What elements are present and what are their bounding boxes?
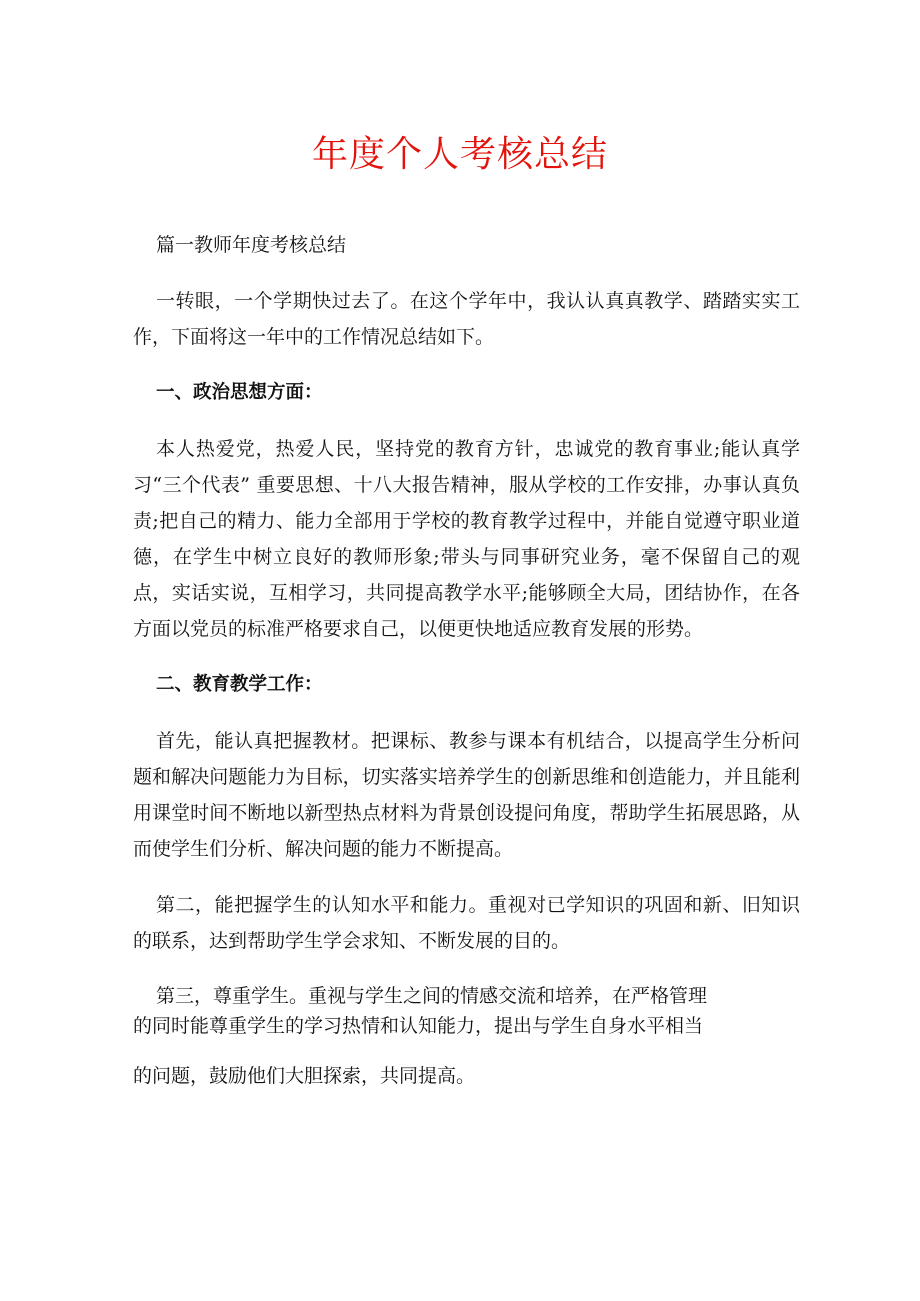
teaching-paragraph-first: 首先，能认真把握教材。把课标、教参与课本有机结合，以提高学生分析问题和解决问题能力为目标，切实落实培养学生的创新思维和创造能力，并且能利用课堂时间不断地以新型热点材料为背景创设提问角度，帮助学生拓展思路，从而使学生们分析、解决问题的能力不断提高。: [133, 730, 800, 860]
political-thought-paragraph: 本人热爱党，热爱人民，坚持党的教育方针，忠诚党的教育事业;能认真学习“三个代表” 重要思想、十八大报告精神，服从学校的工作安排，办事认真负责;把自己的精力、能力全部用于学校的教育教学过程中，并能自觉遵守职业道德，在学生中树立良好的教师形象;带头与同事研究业务，毫不保留自己的观点，实话实说，互相学习，共同提高教学水平;能够顾全大局，团结协作，在各方面以党员的标准严格要求自己，以便更快地适应教育发展的形势。: [133, 438, 800, 640]
teaching-paragraph-third-line2: 的同时能尊重学生的学习热情和认知能力，提出与学生自身水平相当: [133, 1015, 704, 1037]
teaching-paragraph-second: 第二，能把握学生的认知水平和能力。重视对已学知识的巩固和新、旧知识的联系，达到帮助学生学会求知、不断发展的目的。: [133, 894, 800, 952]
document-body: [133, 227, 800, 1091]
teaching-paragraph-third-line1: 第三，尊重学生。重视与学生之间的情感交流和培养，在严格管理: [156, 985, 708, 1007]
section-title: 篇一教师年度考核总结: [156, 234, 347, 256]
intro-paragraph: 一转眼，一个学期快过去了。在这个学年中，我认认真真教学、踏踏实实工作，下面将这一年中的工作情况总结如下。: [133, 290, 800, 348]
heading-teaching-work: 二、教育教学工作：: [156, 674, 323, 695]
teaching-paragraph-third-line3: 的问题，鼓励他们大胆探索，共同提高。: [133, 1065, 476, 1087]
document-title: 年度个人考核总结: [311, 134, 608, 175]
heading-political-thought: 一、政治思想方面：: [156, 382, 323, 403]
